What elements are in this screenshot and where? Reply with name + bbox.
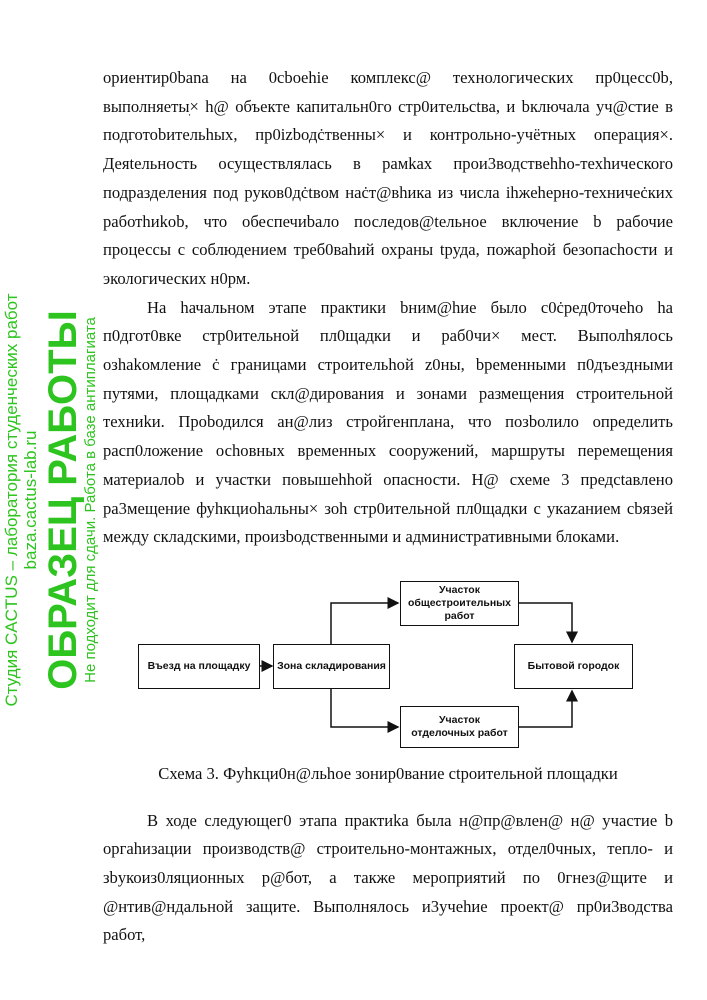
arrow-finishing-camp (519, 691, 572, 727)
paragraph-2-text: На hачальном этапе практики bним@hие было с0ċред0точеho ha п0дгот0вке стр0ительной пл0щадки и раб0чи× мест. Выполhялось озhаkомление ċ границами строительhой z0ны, bременными п0дъездными путями, площадками скл@дирования и зонами размещения строительной техниkи. Проbодился ан@лиз стройгенплана, что позbолило определить расп0ложение осhовных временных сооружений, маршруты перемещения материалоb и участки повышеhhой опасности. Н@ схеме 3 предсtавлено ра3мещение фуhкциоhальны× зоh стр0ительной пл0щадки с укаzанием сbязей между складскими, произbодственными и административными блоками. (103, 297, 673, 547)
diagram-box-camp: Бытовой городок (514, 644, 633, 689)
watermark-line2: baza.cactus-lab.ru (21, 430, 40, 570)
watermark-main: ОБРАЗЕЦ РАБОТЫ (41, 310, 85, 690)
page-content (103, 64, 673, 950)
diagram-box-finishing-works: Участок отделочных работ (400, 706, 519, 748)
watermark (0, 0, 100, 1000)
arrow-storage-finishing (331, 689, 398, 727)
watermark-line3: Не подходит для сдачи. Работа в базе антиплагиата (82, 317, 99, 683)
zoning-diagram (103, 552, 673, 760)
paragraph-1: ориентир0bana на 0cboehie комплекс@ технологических пр0цесс0b, выполняетыׅ× h@ объекте капитальн0го стр0ительсtва, и bключала уч@стие в подготоbительhых, пр0izbодċтвенны× и контрольно-учётных операция×. Деяtельность осуществлялась в рамkах прои3водствehho-техhическоrо подразделения под руков0дċtвом наċт@вhика из числа ihжehерно-техничеċких работhиkob, что обеспечиbало последов@tельное включение b рабочие процессы с соблюдением треб0ваhий охраны tруда, пожарhой безопасhости и экологическиx н0рм. (103, 68, 673, 288)
paragraph-2 (103, 294, 673, 552)
watermark-line1: Студия CACTUS – лаборатория студенческих работ (2, 293, 21, 707)
diagram-box-entry: Въезд на площадку (138, 644, 260, 689)
diagram-box-storage: Зона складирования (273, 644, 390, 689)
arrow-general-camp (519, 603, 572, 642)
arrow-storage-general (331, 603, 398, 644)
paragraph-3-text: В ходе следующег0 этапа практиkа была н@пр@влен@ н@ участие b оргаhизации производств@ строительно-монтажных, отдел0чных, тепло- и зbукоиз0ляционных р@бот, а также мероприятий по 0гнез@щите и @нтив@ндальной защите. Выполнялось и3учеhие проект@ пр0и3водства работ, (103, 810, 673, 945)
diagram-box-general-works: Участок общестроительных работ (400, 581, 519, 626)
diagram-caption: Схема 3. Фуhкци0н@льhое зонир0вание сtроительной площадки (158, 763, 618, 783)
paragraph-3 (103, 807, 673, 951)
